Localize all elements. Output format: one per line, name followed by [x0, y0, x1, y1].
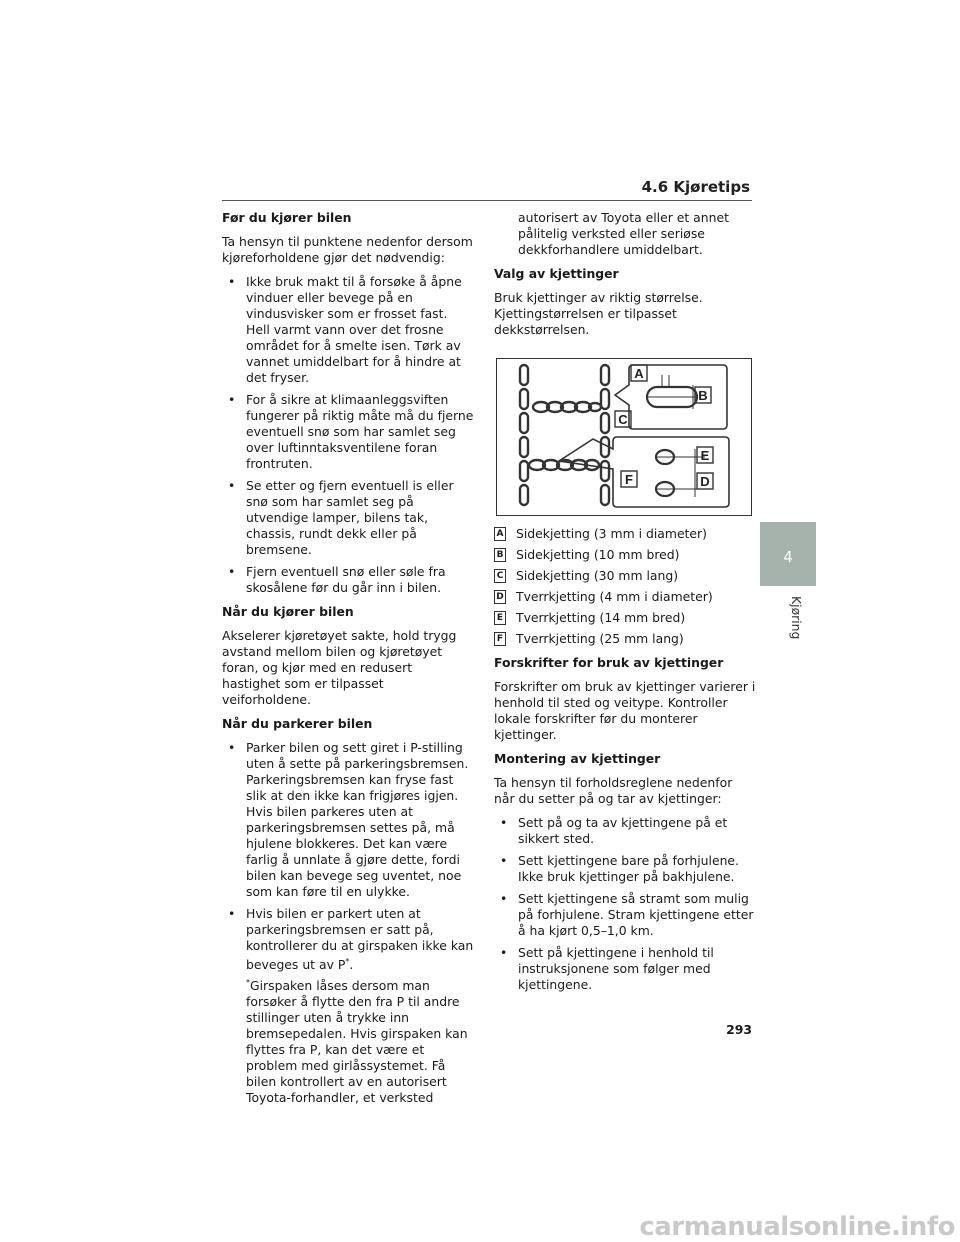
- chapter-label: Kjøring: [789, 596, 804, 640]
- chapter-tab: [760, 522, 816, 586]
- legend-text: Tverrkjetting (25 mm lang): [516, 631, 684, 646]
- label-c: C: [618, 412, 628, 427]
- before-driving-heading: Før du kjører bilen: [222, 210, 352, 225]
- list-item: • Sett kjettingene så stramt som mulig på forhjulene. Stram kjettingene etter å ha kjørt 0,5–1,0 km.: [494, 891, 756, 939]
- legend-key: B: [494, 548, 506, 562]
- footnote-marker: *: [246, 978, 250, 988]
- side-chain-right: [601, 365, 609, 505]
- cross-chain-upper: [533, 402, 601, 412]
- legend-item: [494, 526, 756, 542]
- list-item: • Se etter og fjern eventuell is eller snø som har samlet seg på utvendige lamper, bilens tak, chassis, rundt dekk eller på bremsene.: [222, 478, 474, 558]
- legend-text: Sidekjetting (3 mm i diameter): [516, 526, 707, 541]
- while-driving-heading: Når du kjører bilen: [222, 604, 354, 619]
- legend-text: Sidekjetting (30 mm lang): [516, 568, 679, 583]
- before-driving-list: [222, 274, 474, 596]
- chapter-number: 4: [783, 548, 793, 566]
- legend-text: Sidekjetting (10 mm bred): [516, 547, 680, 562]
- mounting-list: [494, 815, 756, 993]
- list-item: • Ikke bruk makt til å forsøke å åpne vinduer eller bevege på en vindusvisker som er frosset fast. Hell varmt vann over det frosne området for å smelte isen. Tørk av vannet umiddelbart for å hindre at det fryser.: [222, 274, 474, 386]
- legend-key: E: [494, 611, 506, 625]
- legend-key: D: [494, 590, 506, 604]
- continued-text: autorisert av Toyota eller et annet pålitelig verksted eller seriøse dekkforhandlere umiddelbart.: [518, 210, 729, 257]
- page-header: [222, 178, 752, 201]
- footnote: [246, 975, 474, 1106]
- regulations-heading: Forskrifter for bruk av kjettinger: [494, 655, 724, 670]
- chain-selection-text: Bruk kjettinger av riktig størrelse. Kjettingstørrelsen er tilpasset dekkstørrelsen.: [494, 290, 703, 337]
- right-column: [494, 210, 756, 1001]
- legend-key: C: [494, 569, 506, 583]
- list-item: • Parker bilen og sett giret i P-stilling uten å sette på parkeringsbremsen. Parkeringsbremsen kan fryse fast slik at den ikke kan frigjøres igjen. Hvis bilen parkeres uten at parkeringsbremsen settes på, må hjulene blokkeres. Det kan være farlig å unnlate å gjøre dette, fordi bilen kan bevege seg uventet, noe som kan føre til en ulykke.: [222, 740, 474, 900]
- label-b: B: [698, 388, 708, 403]
- parking-bullet2-text: Hvis bilen er parkert uten at parkeringsbremsen er satt på, kontrollerer du at girspaken ikke kan beveges ut av P: [246, 906, 474, 973]
- legend-item: [494, 547, 756, 563]
- regulations-text: Forskrifter om bruk av kjettinger varierer i henhold til sted og veitype. Kontroller lokale forskrifter før du monterer kjettinger.: [494, 679, 756, 742]
- left-column: [222, 210, 474, 1114]
- legend-item: [494, 568, 756, 584]
- while-driving-text: Akselerer kjøretøyet sakte, hold trygg avstand mellom bilen og kjøretøyet foran, og kjør med en redusert hastighet som er tilpasset veiforholdene.: [222, 628, 457, 707]
- legend-key: A: [494, 527, 506, 541]
- page-number: 293: [726, 1022, 752, 1037]
- list-item: • Fjern eventuell snø eller søle fra skosålene før du går inn i bilen.: [222, 564, 474, 596]
- parking-heading: Når du parkerer bilen: [222, 716, 373, 731]
- legend-item: [494, 610, 756, 626]
- list-item: • Sett på kjettingene i henhold til instruksjonene som følger med kjettingene.: [494, 945, 756, 993]
- footnote-marker: *: [345, 957, 350, 966]
- label-f: F: [625, 472, 633, 487]
- chain-illustration: [497, 359, 751, 515]
- side-chain-left: [520, 365, 528, 505]
- chain-diagram: [496, 358, 752, 516]
- legend-item: [494, 589, 756, 605]
- parking-list: [222, 740, 474, 1106]
- mounting-heading: Montering av kjettinger: [494, 751, 661, 766]
- legend-item: [494, 631, 756, 647]
- label-e: E: [700, 448, 710, 463]
- label-d: D: [700, 474, 710, 489]
- label-a: A: [634, 366, 644, 381]
- parking-bullet2-end: .: [349, 957, 354, 973]
- footnote-text: Girspaken låses dersom man forsøker å flytte den fra P til andre stillinger uten å trykke inn bremsepedalen. Hvis girspaken kan flyttes fra P, kan det være et problem med girlåssystemet. Få bilen kontrollert av en autorisert Toyota-forhandler, et verksted: [246, 978, 468, 1106]
- before-driving-intro: Ta hensyn til punktene nedenfor dersom kjøreforholdene gjør det nødvendig:: [222, 234, 473, 265]
- list-item: • For å sikre at klimaanleggsviften fungerer på riktig måte må du fjerne eventuell snø som har samlet seg over luftinntaksventilene foran frontruten.: [222, 392, 474, 472]
- legend-key: F: [494, 632, 506, 646]
- section-title: 4.6 Kjøretips: [641, 178, 750, 196]
- list-item: • Sett kjettingene bare på forhjulene. Ikke bruk kjettinger på bakhjulene.: [494, 853, 756, 885]
- watermark: carmanualsonline.info: [639, 1212, 955, 1242]
- figure-legend: [494, 526, 756, 647]
- legend-text: Tverrkjetting (4 mm i diameter): [516, 589, 713, 604]
- mounting-intro: Ta hensyn til forholdsreglene nedenfor når du setter på og tar av kjettinger:: [494, 775, 733, 806]
- legend-text: Tverrkjetting (14 mm bred): [516, 610, 686, 625]
- list-item: • Sett på og ta av kjettingene på et sikkert sted.: [494, 815, 756, 847]
- chain-selection-heading: Valg av kjettinger: [494, 266, 619, 281]
- list-item: [222, 906, 474, 1106]
